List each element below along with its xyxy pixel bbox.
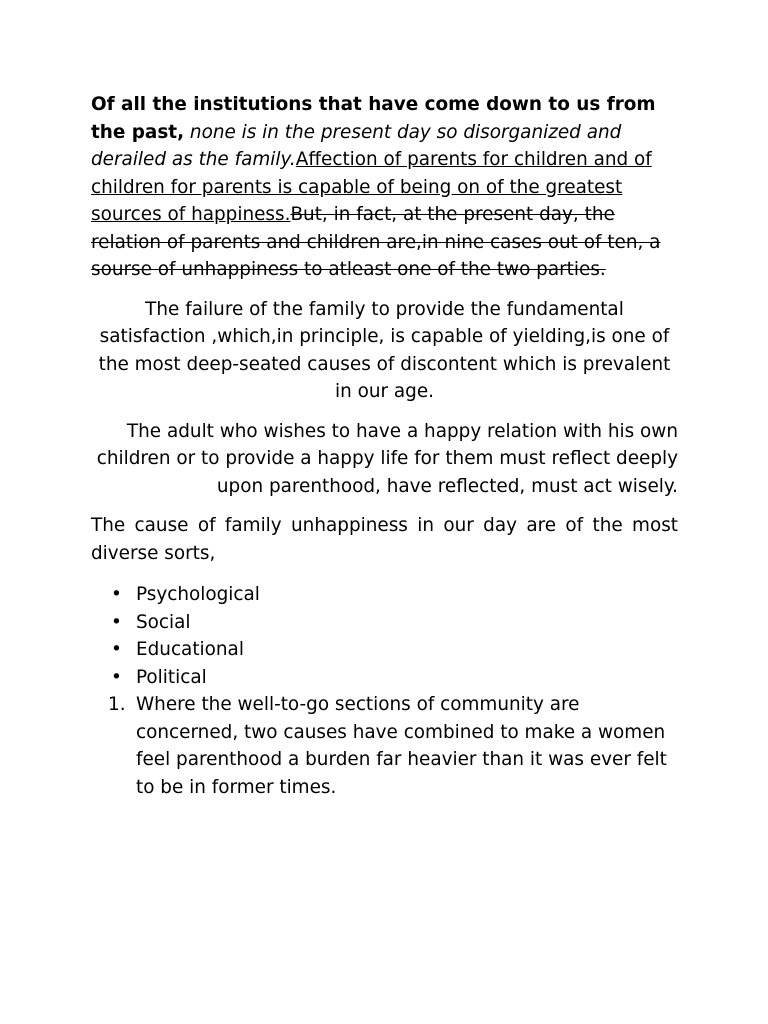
bullet-icon: • xyxy=(111,611,122,633)
bullet-list xyxy=(91,581,678,691)
numbered-item-marker: 1. xyxy=(108,694,126,715)
bullet-icon: • xyxy=(111,639,122,660)
bullet-item xyxy=(91,636,678,664)
bullet-icon: • xyxy=(111,584,122,605)
numbered-list xyxy=(91,691,678,801)
intro-italic-text: none is in the present day so disorganized and derailed as the family. xyxy=(91,121,622,170)
intro-bold-text: Of all the institutions that have come down to us from the past, xyxy=(91,94,656,143)
centered-paragraph: The failure of the family to provide the fundamental satisfaction ,which,in principle, is capable of yielding,is one of the most deep-seated causes of discontent which is prevalent in our age. xyxy=(98,298,671,402)
intro-paragraph xyxy=(91,91,678,284)
bullet-icon: • xyxy=(111,666,122,688)
bullet-item xyxy=(91,581,678,609)
numbered-item xyxy=(91,691,678,801)
intro-strikethrough-text: But, in fact, at the present day, the relation of parents and children are,in nine cases out of ten, a sourse of unhappiness to atleast one of the two parties. xyxy=(91,204,661,280)
bullet-item-text: Social xyxy=(136,611,191,633)
document-page xyxy=(91,91,678,801)
justified-paragraph: The cause of family unhappiness in our day are of the most diverse sorts, xyxy=(91,515,678,564)
bullet-item-text: Political xyxy=(136,666,207,688)
right-aligned-paragraph: The adult who wishes to have a happy relation with his own children or to provide a happy life for them must reflect deeply upon parenthood, have reflected, must act wisely. xyxy=(96,420,678,497)
numbered-item-text: Where the well-to-go sections of community are concerned, two causes have combined to make a women feel parenthood a burden far heavier than it was ever felt to be in former times. xyxy=(136,694,667,798)
bullet-item-text: Educational xyxy=(136,639,244,660)
intro-underlined-text: Affection of parents for children and of children for parents is capable of being on of the greatest sources of happiness. xyxy=(91,149,652,225)
bullet-item-text: Psychological xyxy=(136,584,260,605)
bullet-item xyxy=(91,609,678,637)
bullet-item xyxy=(91,664,678,692)
